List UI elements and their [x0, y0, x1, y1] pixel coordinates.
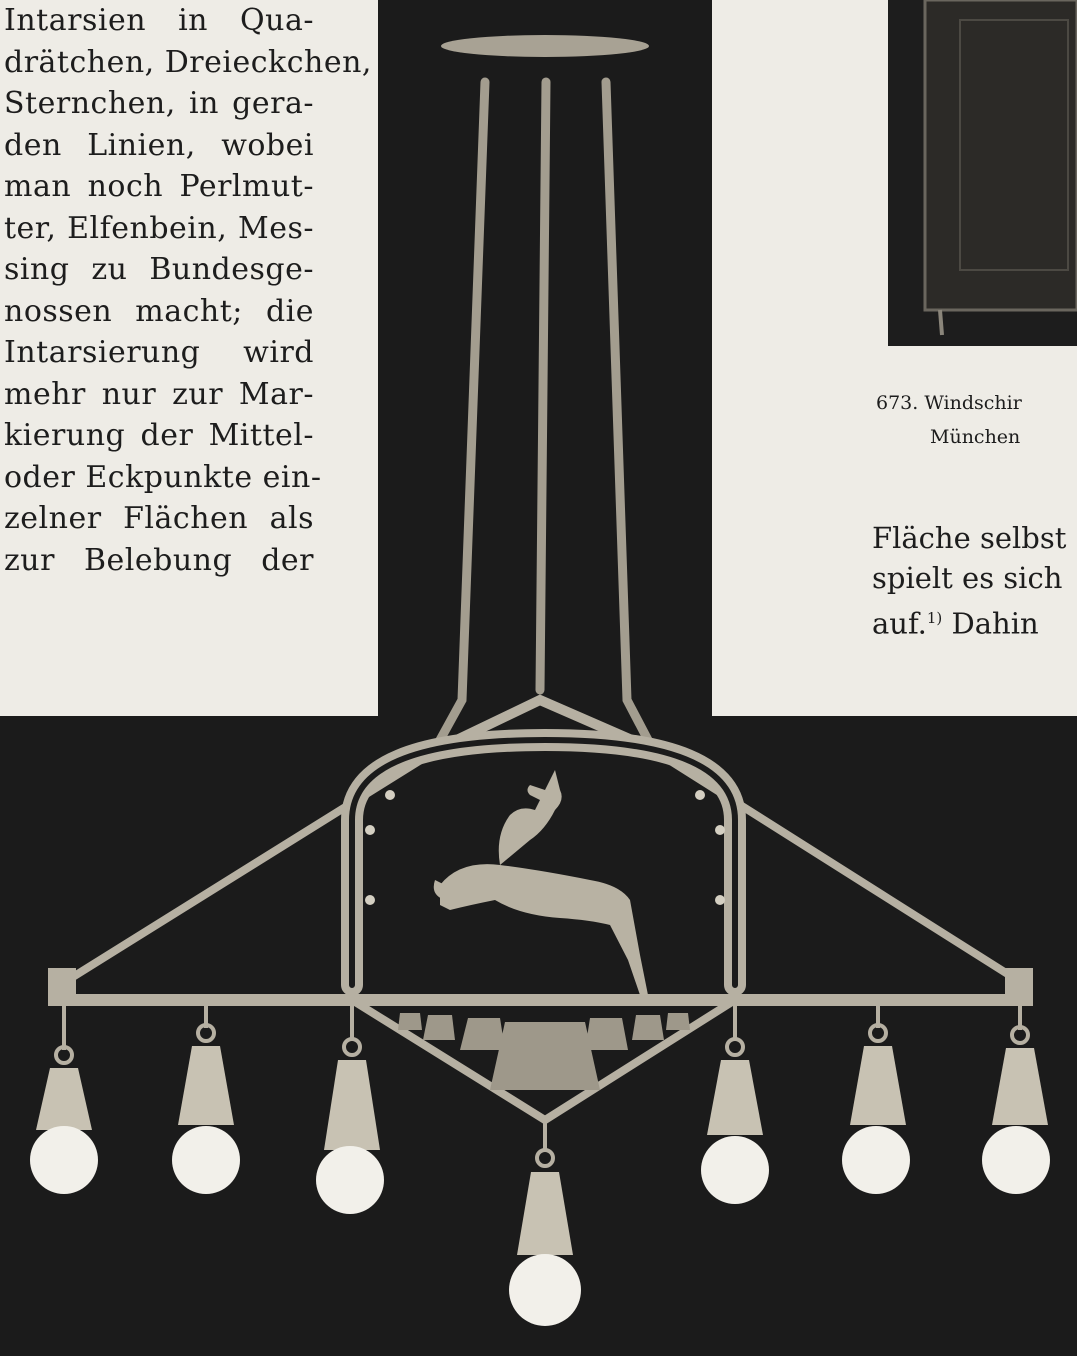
text-line: Fläche selbst: [872, 521, 1067, 555]
text-line: man noch Perlmut-: [4, 169, 314, 204]
text-line: sing zu Bundesge-: [4, 252, 314, 287]
caption-line-1: 673. Windschir: [876, 392, 1022, 414]
caption-line-2: München: [930, 426, 1021, 448]
text-line: [872, 598, 1077, 644]
left-text-column: [4, 0, 372, 581]
right-text-column: [872, 518, 1077, 644]
text-line: Sternchen, in gera-: [4, 86, 314, 121]
text-line: oder Eckpunkte ein-: [4, 459, 322, 495]
text-line: drätchen, Dreieckchen,: [4, 44, 372, 80]
text-line: Intarsien in Qua-: [4, 3, 314, 38]
text-line: zur Belebung der: [4, 542, 314, 578]
text-line: ter, Elfenbein, Mes-: [4, 210, 314, 246]
text-line: den Linien, wobei: [4, 127, 314, 163]
text-line: zelner Flächen als: [4, 501, 314, 536]
text-line: spielt es sich: [872, 561, 1063, 595]
ceiling-plate: [441, 35, 649, 57]
text-fragment: auf.: [872, 606, 927, 641]
footnote-marker: 1): [926, 609, 943, 627]
text-line: nossen macht; die: [4, 293, 314, 329]
text-line: Intarsierung wird: [4, 335, 314, 370]
figure-caption: [876, 386, 1077, 454]
text-line: mehr nur zur Mar-: [4, 376, 314, 412]
text-line: kierung der Mittel-: [4, 418, 314, 453]
text-fragment: Dahin: [942, 606, 1039, 641]
